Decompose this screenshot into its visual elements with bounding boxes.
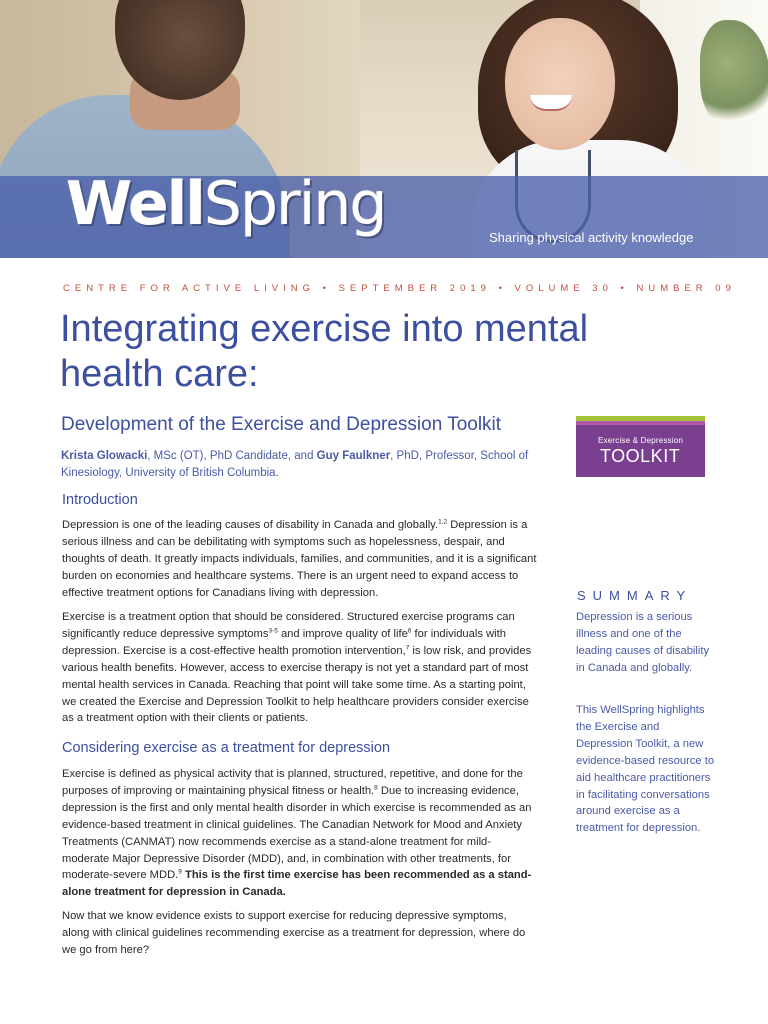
title-line-1: Integrating exercise into mental bbox=[60, 308, 589, 350]
citation-superscript: 1,2 bbox=[438, 518, 448, 526]
section-heading-introduction: Introduction bbox=[62, 492, 138, 508]
citation-superscript: 8 bbox=[374, 784, 378, 792]
citation-superscript: 3-5 bbox=[268, 627, 278, 635]
author-byline bbox=[61, 448, 531, 482]
title-line-2: health care: bbox=[60, 353, 259, 395]
citation-superscript: 7 bbox=[405, 644, 410, 652]
issue-info: CENTRE FOR ACTIVE LIVING • SEPTEMBER 2019 • VOLUME 30 • NUMBER 09 bbox=[63, 283, 736, 294]
text-span: Depression is a serious illness and can be debilitating with symptoms such as hopelessness, despair, and thoughts of death. It greatly impacts individuals, families, and communities, and it is a significant burden on economies and healthcare systems. There is an urgent need to expand access to effective treatment options for Canadians living with depression. bbox=[62, 519, 537, 599]
author-2-name: Guy Faulkner bbox=[316, 450, 391, 462]
logo-word-well: Well bbox=[66, 169, 204, 239]
text-span: Exercise is defined as physical activity that is planned, structured, repetitive, and done for the purposes of improving or maintaining physical fitness or health. bbox=[62, 768, 523, 797]
summary-paragraph-1: Depression is a serious illness and one of the leading causes of disability in Canada and globally. bbox=[576, 611, 710, 674]
citation-superscript: 9 bbox=[178, 868, 182, 876]
considering-paragraph-2: Now that we know evidence exists to support exercise for reducing depressive symptoms, along with clinical guidelines recommending exercise as a treatment for depression, where do we go from here? bbox=[62, 910, 526, 956]
text-span: for individuals with depression. Exercise is a cost-effective health promotion intervention, bbox=[62, 627, 506, 657]
logo-word-spring: Spring bbox=[203, 169, 386, 239]
considering-paragraph-1 bbox=[62, 766, 537, 901]
text-span: Exercise is a treatment option that should be considered. Structured exercise programs can significantly reduce depressive symptoms bbox=[62, 611, 515, 640]
summary-paragraph-2: This WellSpring highlights the Exercise and Depression Toolkit, a new evidence-based resource to aid healthcare practitioners in facilitating conversations around exercise as a treatment for depression. bbox=[576, 704, 715, 835]
masthead-tagline: Sharing physical activity knowledge bbox=[489, 230, 694, 245]
author-2-credentials: , PhD, Professor, School of Kinesiology, University of British Columbia. bbox=[61, 450, 529, 479]
intro-paragraph-2 bbox=[62, 609, 537, 727]
toolkit-logo-subtitle: Exercise & Depression bbox=[598, 436, 684, 445]
summary-heading: SUMMARY bbox=[577, 588, 693, 603]
text-span: and improve quality of life bbox=[277, 627, 408, 640]
toolkit-logo bbox=[576, 416, 705, 477]
intro-paragraph-1 bbox=[62, 517, 537, 602]
citation-superscript: 6 bbox=[407, 627, 412, 635]
article-subtitle: Development of the Exercise and Depression Toolkit bbox=[61, 414, 502, 435]
photo-doctor-face bbox=[505, 18, 615, 150]
text-span: Depression is one of the leading causes of disability in Canada and globally. bbox=[62, 519, 439, 531]
photo-plant bbox=[700, 20, 768, 130]
text-span: is low risk, and provides various health benefits. However, access to exercise therapy is not yet a standard part of most mental health services in Canada. Reaching that point will take some time. As a starting point, we created the Exercise and Depression Toolkit to help healthcare providers consider exercise as a treatment option with their clients or patients. bbox=[62, 644, 532, 725]
author-1-credentials: , MSc (OT), PhD Candidate, and bbox=[147, 450, 317, 462]
toolkit-stripe-pink bbox=[576, 421, 705, 425]
author-1-name: Krista Glowacki bbox=[61, 450, 148, 462]
emphasis-text: This is the first time exercise has been recommended as a stand-alone treatment for depression in Canada. bbox=[62, 869, 532, 899]
toolkit-logo-title: TOOLKIT bbox=[600, 446, 681, 466]
article-title bbox=[60, 307, 700, 397]
text-span: Due to increasing evidence, depression is the first and only mental health disorder in which exercise is recommended as an evidence-based treatment in clinical guidelines. The Canadian Network for Mood and Anxiety Treatments (CANMAT) now recommends exercise as a stand-alone treatment for mild-moderate Major Depressive Disorder (MDD), and, in combination with other treatments, for moderate-severe MDD. bbox=[62, 784, 532, 882]
section-heading-considering-exercise: Considering exercise as a treatment for depression bbox=[62, 740, 391, 756]
masthead-logo bbox=[66, 169, 386, 239]
